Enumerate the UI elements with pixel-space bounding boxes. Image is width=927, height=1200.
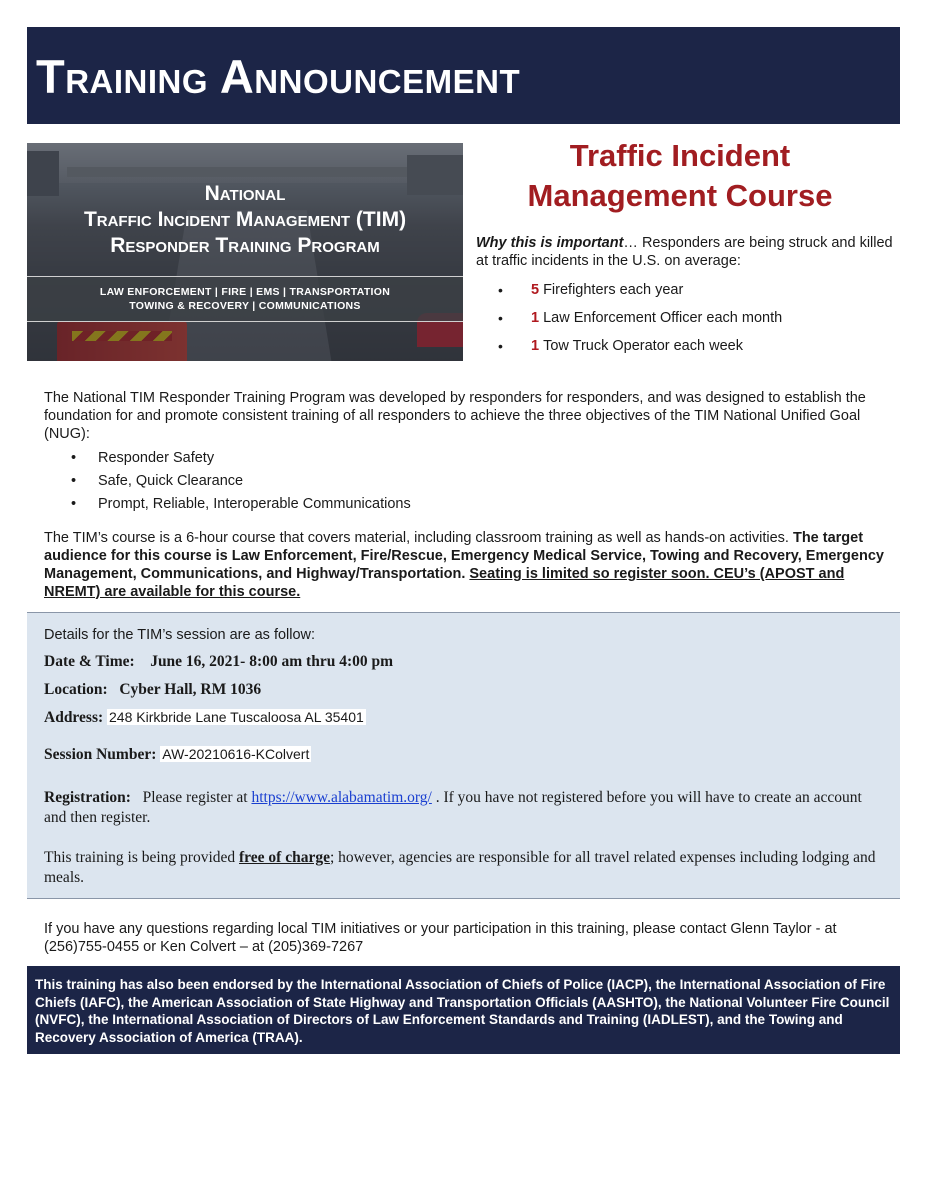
registration-row: Registration: Please register at https://www.alabamatim.org/ . If you have not registered before you will have to create an account and then register. (44, 789, 862, 826)
session-number-row: Session Number: AW-20210616-KColvert (44, 746, 310, 763)
list-item: • Responder Safety (44, 448, 411, 471)
nug-objectives (44, 448, 411, 517)
course-title: Traffic Incident Management Course (527, 138, 833, 213)
endorsement-box (27, 966, 900, 1054)
contact-info: If you have any questions regarding local TIM initiatives or your participation in this training, please contact Glenn Taylor - at (256)755-0455 or Ken Colvert – at (205)369-7267 (44, 921, 837, 955)
course-description: The TIM’s course is a 6-hour course that covers material, including classroom training as well as hands-on activities. The target audience for this course is Law Enforcement, Fire/Rescue, Emergency Medical Service, Towing and Recovery, Emergency Management, Communications, and Highway/Transportation. Seating is limited so register soon. CEU’s (APOST and NREMT) are available for this course. (44, 530, 884, 600)
session-intro: Details for the TIM’s session are as follow: (44, 627, 316, 643)
session-details (27, 612, 900, 899)
list-item: • 1 Law Enforcement Officer each month (476, 306, 782, 334)
list-item: • 5 Firefighters each year (476, 278, 782, 306)
list-item: • Safe, Quick Clearance (44, 471, 411, 494)
list-item: • Prompt, Reliable, Interoperable Communications (44, 494, 411, 517)
casualty-stats (476, 278, 782, 362)
tim-program-image (27, 143, 463, 361)
registration-link[interactable]: https://www.alabamatim.org/ (251, 789, 432, 806)
announcement-banner (27, 27, 900, 124)
banner-title: Training Announcement (36, 50, 521, 103)
endorsement-text: This training has also been endorsed by the International Association of Chiefs of Police (IACP), the International Association of Fire Chiefs (IAFC), the American Association of State Highway and Transportation Officials (AASHTO), the National Volunteer Fire Council (NVFC), the International Association of Directors of Law Enforcement Standards and Training (IADLEST), and the Towing and Recovery Association of America (TRAA). (35, 977, 890, 1045)
hero-title: National Traffic Incident Management (TIM) Responder Training Program (83, 182, 407, 257)
cost-row: This training is being provided free of charge; however, agencies are responsible for all travel related expenses including lodging and meals. (44, 849, 876, 886)
why-important: Why this is important… Responders are being struck and killed at traffic incidents in the U.S. on average: (476, 235, 893, 269)
address-row: Address: 248 Kirkbride Lane Tuscaloosa AL 35401 (44, 709, 364, 726)
list-item: • 1 Tow Truck Operator each week (476, 334, 782, 362)
hero-disciplines: LAW ENFORCEMENT | FIRE | EMS | TRANSPORTATION TOWING & RECOVERY | COMMUNICATIONS (99, 286, 391, 312)
location-row: Location: Cyber Hall, RM 1036 (44, 681, 262, 698)
program-intro: The National TIM Responder Training Program was developed by responders for responders, and was designed to establish the foundation for and promote consistent training of all responders to achieve the three objectives of the TIM National Unified Goal (NUG): (44, 390, 866, 442)
date-time-row: Date & Time: June 16, 2021- 8:00 am thru 4:00 pm (44, 653, 394, 670)
